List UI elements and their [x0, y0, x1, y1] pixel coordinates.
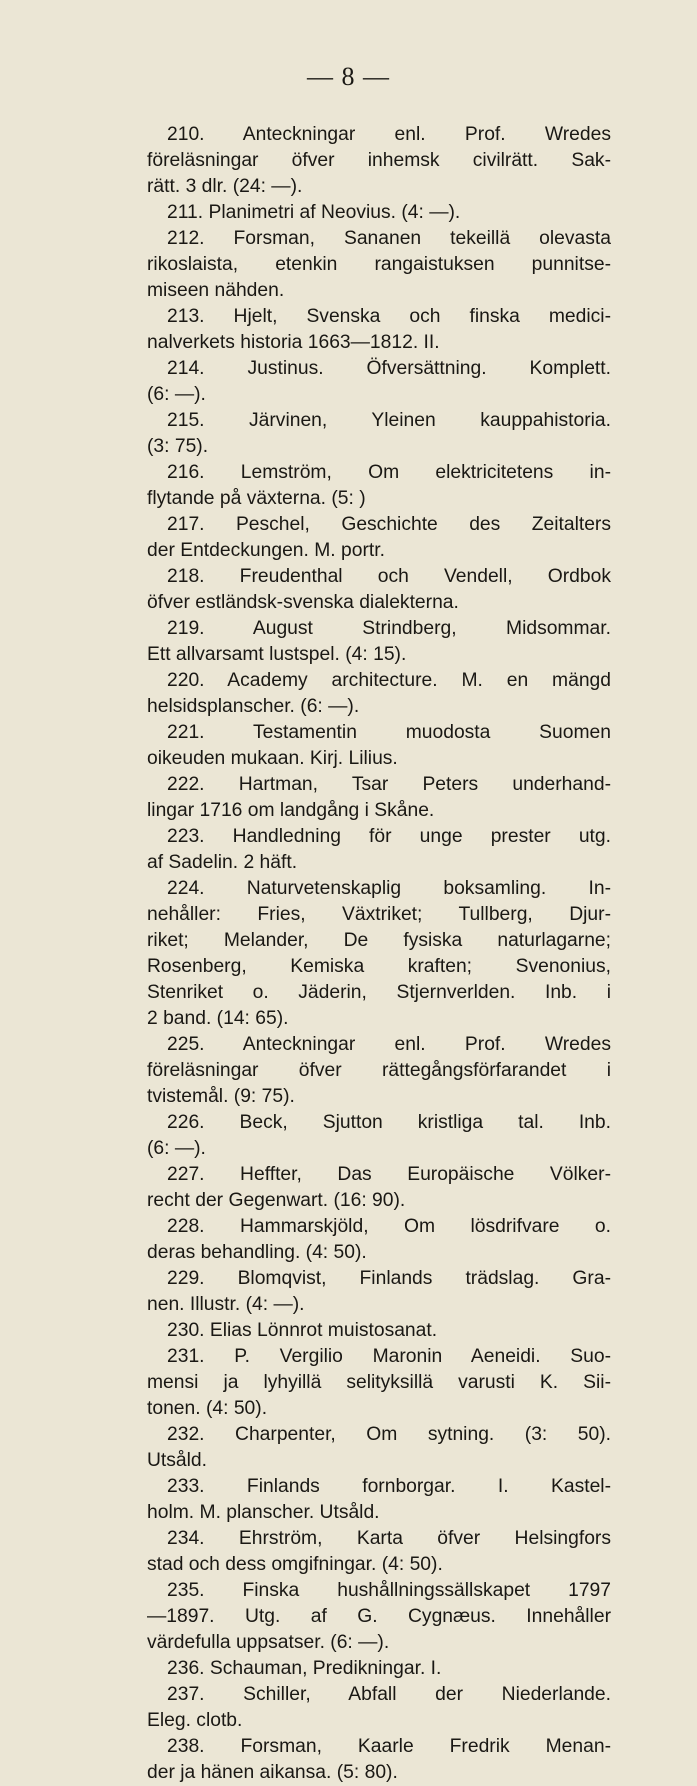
entry-line: tonen. (4: 50).: [147, 1398, 268, 1419]
catalog-entry: [147, 1344, 611, 1422]
entry-line: Ett allvarsamt lustspel. (4: 15).: [147, 644, 407, 665]
catalog-entry: [147, 876, 611, 1032]
catalog-entry: [147, 1266, 611, 1318]
catalog-entry: [147, 1682, 611, 1734]
entry-line: 225. Anteckningar enl. Prof. Wredes: [167, 1034, 611, 1055]
entry-line: der ja hänen aikansa. (5: 80).: [147, 1762, 398, 1783]
catalog-entry: [147, 564, 611, 616]
entry-line: 212. Forsman, Sananen tekeillä olevasta: [167, 228, 611, 249]
entry-line: miseen nähden.: [147, 280, 285, 301]
entry-line: tvistemål. (9: 75).: [147, 1086, 295, 1107]
catalog-entry: [147, 1214, 611, 1266]
entry-line: holm. M. planscher. Utsåld.: [147, 1502, 380, 1523]
entry-line: 224. Naturvetenskaplig boksamling. In-: [167, 878, 611, 899]
entry-line: 218. Freudenthal och Vendell, Ordbok: [167, 566, 611, 587]
catalog-entry: [147, 200, 611, 226]
catalog-entry: [147, 356, 611, 408]
entry-line: 237. Schiller, Abfall der Niederlande.: [167, 1684, 611, 1705]
catalog-entry: [147, 512, 611, 564]
entry-line: oikeuden mukaan. Kirj. Lilius.: [147, 748, 398, 769]
entry-line: 216. Lemström, Om elektricitetens in-: [167, 462, 611, 483]
entry-line: 227. Heffter, Das Europäische Völker-: [167, 1164, 611, 1185]
catalog-entry: [147, 1526, 611, 1578]
entry-line: —1897. Utg. af G. Cygnæus. Innehåller: [147, 1606, 611, 1627]
entry-line: 219. August Strindberg, Midsommar.: [167, 618, 611, 639]
entry-line: 233. Finlands fornborgar. I. Kastel-: [167, 1476, 611, 1497]
entry-line: 229. Blomqvist, Finlands trädslag. Gra-: [167, 1268, 611, 1289]
entry-line: recht der Gegenwart. (16: 90).: [147, 1190, 406, 1211]
entry-line: 230. Elias Lönnrot muistosanat.: [167, 1320, 438, 1341]
entry-list: [147, 122, 611, 1786]
catalog-entry: [147, 668, 611, 720]
entry-line: 226. Beck, Sjutton kristliga tal. Inb.: [167, 1112, 611, 1133]
catalog-entry: [147, 408, 611, 460]
entry-line: 222. Hartman, Tsar Peters underhand-: [167, 774, 611, 795]
entry-line: (3: 75).: [147, 436, 209, 457]
entry-line: af Sadelin. 2 häft.: [147, 852, 298, 873]
entry-line: 217. Peschel, Geschichte des Zeitalters: [167, 514, 611, 535]
entry-line: 232. Charpenter, Om sytning. (3: 50).: [167, 1424, 611, 1445]
catalog-entry: [147, 616, 611, 668]
catalog-entry: [147, 122, 611, 200]
catalog-entry: [147, 460, 611, 512]
catalog-entry: [147, 824, 611, 876]
entry-line: öfver estländsk-svenska dialekterna.: [147, 592, 459, 613]
catalog-entry: [147, 1110, 611, 1162]
catalog-entry: [147, 1422, 611, 1474]
catalog-entry: [147, 772, 611, 824]
entry-line: nehåller: Fries, Växtriket; Tullberg, Djur-: [147, 904, 611, 925]
entry-line: rikoslaista, etenkin rangaistuksen punnitse-: [147, 254, 611, 275]
catalog-entry: [147, 1474, 611, 1526]
entry-line: Eleg. clotb.: [147, 1710, 243, 1731]
catalog-entry: [147, 304, 611, 356]
entry-line: 220. Academy architecture. M. en mängd: [167, 670, 611, 691]
entry-line: nalverkets historia 1663—1812. II.: [147, 332, 440, 353]
entry-line: stad och dess omgifningar. (4: 50).: [147, 1554, 443, 1575]
entry-line: der Entdeckungen. M. portr.: [147, 540, 385, 561]
entry-line: riket; Melander, De fysiska naturlagarne;: [147, 930, 611, 951]
page-number: — 8 —: [307, 62, 390, 91]
entry-line: flytande på växterna. (5: ): [147, 488, 366, 509]
entry-line: föreläsningar öfver inhemsk civilrätt. Sak-: [147, 150, 611, 171]
catalog-entry: [147, 1032, 611, 1110]
entry-line: 223. Handledning för unge prester utg.: [167, 826, 611, 847]
entry-line: rätt. 3 dlr. (24: —).: [147, 176, 303, 197]
entry-line: 211. Planimetri af Neovius. (4: —).: [167, 202, 461, 223]
catalog-entry: [147, 720, 611, 772]
entry-line: mensi ja lyhyillä selityksillä varusti K. Sii-: [147, 1372, 611, 1393]
entry-line: Rosenberg, Kemiska kraften; Svenonius,: [147, 956, 611, 977]
catalog-entry: [147, 1656, 611, 1682]
entry-line: (6: —).: [147, 1138, 206, 1159]
entry-line: deras behandling. (4: 50).: [147, 1242, 367, 1263]
entry-line: värdefulla uppsatser. (6: —).: [147, 1632, 390, 1653]
entry-line: Utsåld.: [147, 1450, 208, 1471]
catalog-entry: [147, 1734, 611, 1786]
catalog-entry: [147, 1318, 611, 1344]
entry-line: 210. Anteckningar enl. Prof. Wredes: [167, 124, 611, 145]
entry-line: 231. P. Vergilio Maronin Aeneidi. Suo-: [167, 1346, 611, 1367]
catalog-entry: [147, 226, 611, 304]
entry-line: 221. Testamentin muodosta Suomen: [167, 722, 611, 743]
catalog-entry: [147, 1578, 611, 1656]
entry-line: föreläsningar öfver rättegångsförfarandet i: [147, 1060, 611, 1081]
entry-line: 238. Forsman, Kaarle Fredrik Menan-: [167, 1736, 611, 1757]
entry-line: 234. Ehrström, Karta öfver Helsingfors: [167, 1528, 611, 1549]
entry-line: 235. Finska hushållningssällskapet 1797: [167, 1580, 611, 1601]
entry-line: 213. Hjelt, Svenska och finska medici-: [167, 306, 611, 327]
entry-line: lingar 1716 om landgång i Skåne.: [147, 800, 435, 821]
entry-line: 214. Justinus. Öfversättning. Komplett.: [167, 358, 611, 379]
entry-line: nen. Illustr. (4: —).: [147, 1294, 305, 1315]
entry-line: 2 band. (14: 65).: [147, 1008, 289, 1029]
entry-line: 236. Schauman, Predikningar. I.: [167, 1658, 442, 1679]
entry-line: (6: —).: [147, 384, 206, 405]
entry-line: 228. Hammarskjöld, Om lösdrifvare o.: [167, 1216, 611, 1237]
entry-line: 215. Järvinen, Yleinen kauppahistoria.: [167, 410, 611, 431]
entry-line: helsidsplanscher. (6: —).: [147, 696, 360, 717]
catalog-entry: [147, 1162, 611, 1214]
entry-line: Stenriket o. Jäderin, Stjernverlden. Inb. i: [147, 982, 611, 1003]
